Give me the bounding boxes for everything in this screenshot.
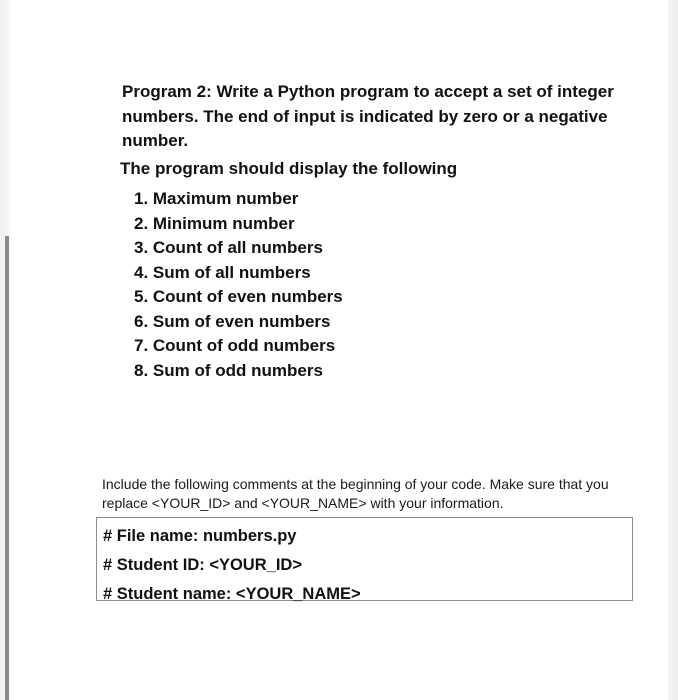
student-name-comment: # Student name: <YOUR_NAME> xyxy=(103,585,361,603)
student-id-comment: # Student ID: <YOUR_ID> xyxy=(103,556,302,574)
page-left-border xyxy=(5,236,9,700)
file-name-comment: # File name: numbers.py xyxy=(103,527,297,545)
page-right-edge xyxy=(668,0,678,700)
list-item: 8. Sum of odd numbers xyxy=(134,360,323,380)
list-item: 4. Sum of all numbers xyxy=(134,262,311,282)
list-item: 6. Sum of even numbers xyxy=(134,311,331,331)
list-item: 1. Maximum number xyxy=(134,189,299,208)
list-item: 5. Count of even numbers xyxy=(134,287,343,306)
comments-instruction: Include the following comments at the beginning of your code. Make sure that you replace <YOUR_ID> and <YOUR_NAME> with your information. xyxy=(102,476,609,511)
list-item: 3. Count of all numbers xyxy=(134,238,323,257)
program-heading: Program 2: Write a Python program to accept a set of integer numbers. The end of input is indicated by zero or a negative number. xyxy=(122,82,614,150)
list-item: 2. Minimum number xyxy=(134,213,295,233)
program-intro: The program should display the following xyxy=(120,159,458,178)
list-item: 7. Count of odd numbers xyxy=(134,336,336,355)
requirements-list xyxy=(134,187,343,383)
comment-header-box xyxy=(96,517,633,601)
